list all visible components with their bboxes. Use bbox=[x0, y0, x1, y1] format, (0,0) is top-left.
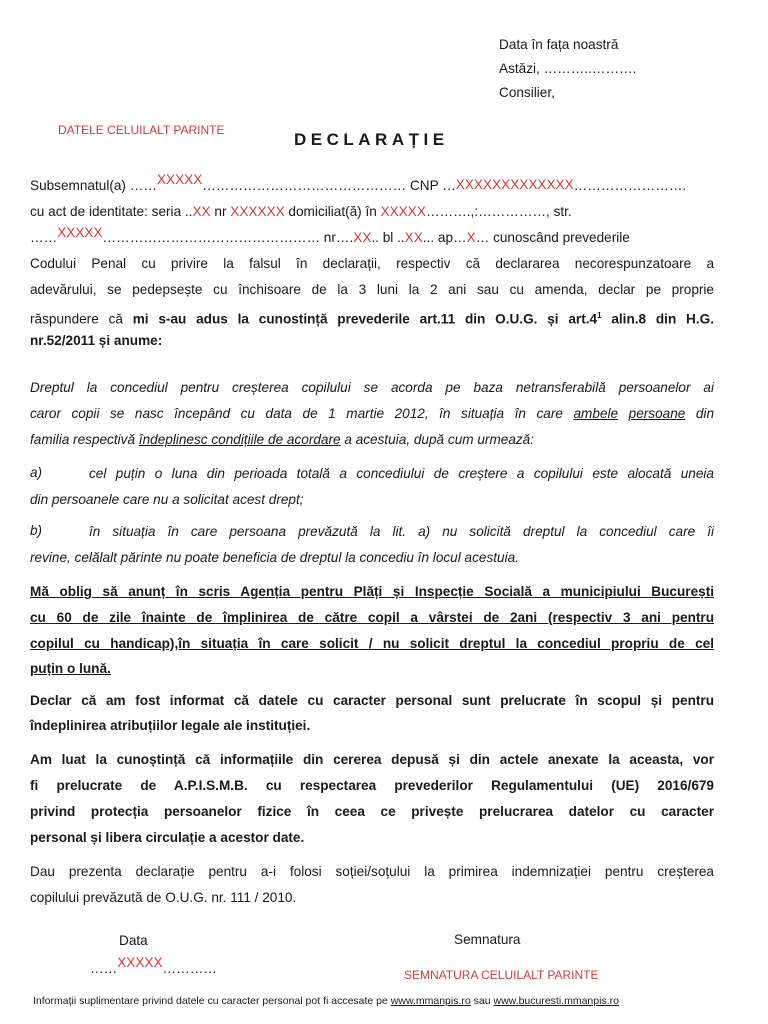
gdpr-line-1: Am luat la cunoștință că informațiile din cererea depusă și din actele anexate la aceasta, vor bbox=[30, 752, 714, 767]
identity-line-3: ……XXXXX………………………………………… nr….XX.. bl ..XX... ap…X… cunoscând prevederile bbox=[30, 225, 630, 245]
obligation-line-2: cu 60 de zile înainte de împlinirea de către copil a vârstei de 2ani (respectiv 3 ani pentru bbox=[30, 610, 714, 625]
gdpr-line-2: fi prelucrate de A.P.I.S.M.B. cu respectarea prevederilor Regulamentului (UE) 2016/679 bbox=[30, 778, 714, 793]
link-bucuresti-mmanpis[interactable]: www.bucuresti.mmanpis.ro bbox=[493, 995, 619, 1007]
header-line-today: Astăzi, ………..………. bbox=[499, 61, 637, 76]
item-a-line-1: cel puțin o luna din perioada totală a concediului de creștere a copilului este alocată uneia bbox=[89, 466, 714, 481]
date-value-line: ……XXXXX………… bbox=[90, 955, 217, 976]
header-line-date: Data în fața noastră bbox=[499, 37, 619, 52]
apartment-field: X bbox=[466, 230, 476, 245]
obligation-line-3: copilul cu handicap),în situația în care solicit / nu solicit dreptul la concediul propriu de cel bbox=[30, 636, 714, 651]
obligation-line-4: puțin o lună. bbox=[30, 661, 111, 676]
footer-note: Informații suplimentare privind datele cu caracter personal pot fi accesate pe www.mmanpis.ro sau www.bucuresti.mmanpis.ro bbox=[33, 995, 619, 1007]
id-series-field: XX bbox=[192, 204, 211, 219]
item-b-label: b) bbox=[30, 523, 43, 538]
obligation-line-1: Mă oblig să anunț în scris Agenția pentru Plăți și Inspecție Socială a municipiului București bbox=[30, 584, 714, 599]
document-title: DECLARAȚIE bbox=[294, 130, 449, 149]
link-mmanpis[interactable]: www.mmanpis.ro bbox=[390, 995, 471, 1007]
item-a-label: a) bbox=[30, 465, 43, 480]
rights-line-2: caror copii se nasc începând cu data de 1 martie 2012, în situația în care ambele persoane din bbox=[30, 406, 715, 421]
signature-label: Semnatura bbox=[454, 932, 521, 947]
date-label: Data bbox=[119, 933, 148, 948]
id-number-field: XXXXXX bbox=[230, 204, 285, 219]
item-a-line-2: din persoanele care nu a solicitat acest drept; bbox=[30, 492, 304, 507]
name-field: XXXXX bbox=[156, 172, 203, 187]
para1-line-7: nr.52/2011 și anume: bbox=[30, 333, 163, 348]
final-line-1: Dau prezenta declarație pentru a-i folosi soției/soțului la primirea indemnizației pentru creșterea bbox=[30, 864, 714, 879]
informed-line-1: Declar că am fost informat că datele cu caracter personal sunt prelucrate în scopul și pentru bbox=[30, 693, 714, 708]
date-value: XXXXX bbox=[117, 955, 163, 970]
header-line-consilier: Consilier, bbox=[499, 85, 555, 100]
city-field: XXXXX bbox=[380, 204, 426, 219]
street-field: XXXXX bbox=[57, 225, 103, 240]
cnp-field: XXXXXXXXXXXXX bbox=[455, 177, 574, 192]
para1-line-6: răspundere că mi s-au adus la cunostință prevederile art.11 din O.U.G. și $art.4^1$ alin.8 din H.G. bbox=[30, 311, 714, 327]
item-b-line-2: revine, celălalt părinte nu poate beneficia de dreptul la concediu în locul acestuia. bbox=[30, 550, 519, 565]
rights-line-1: Dreptul la concediul pentru creșterea copilului se acorda pe baza netransferabilă persoanelor ai bbox=[30, 380, 714, 395]
para1-line-5: adevărului, se pedepsește cu închisoare de la 3 luni la 2 ani sau cu amenda, declar pe proprie bbox=[30, 282, 714, 297]
block-field: XX bbox=[404, 230, 423, 245]
other-parent-label: DATELE CELUILALT PARINTE bbox=[58, 123, 225, 137]
rights-line-3: familia respectivă îndeplinesc condițiile de acordare a acestuia, după cum urmează: bbox=[30, 432, 535, 447]
identity-line-2: cu act de identitate: seria ..XX nr XXXXXX domiciliat(ă) în XXXXX……….,:……………, str. bbox=[30, 204, 572, 219]
gdpr-line-4: personal și libera circulație a acestor date. bbox=[30, 830, 305, 845]
final-line-2: copilului prevăzută de O.U.G. nr. 111 / 2010. bbox=[30, 890, 297, 905]
identity-line-1: Subsemnatul(a) ……XXXXX……………………………………… CNP …XXXXXXXXXXXXX……………………. bbox=[30, 172, 687, 193]
signature-value: SEMNATURA CELUILALT PARINTE bbox=[404, 968, 599, 982]
street-number-field: XX bbox=[353, 230, 372, 245]
office-header bbox=[499, 33, 636, 105]
gdpr-line-3: privind protecția persoanelor fizice în ceea ce privește prelucrarea datelor cu caracter bbox=[30, 804, 714, 819]
para1-line-4: Codului Penal cu privire la falsul în declarații, respectiv că declararea necorespunzatoare a bbox=[30, 256, 714, 271]
item-b-line-1: în situația în care persoana prevăzută la lit. a) nu solicită dreptul la concediul care îi bbox=[89, 524, 714, 539]
informed-line-2: îndeplinirea atribuțiilor legale ale instituției. bbox=[30, 718, 311, 733]
